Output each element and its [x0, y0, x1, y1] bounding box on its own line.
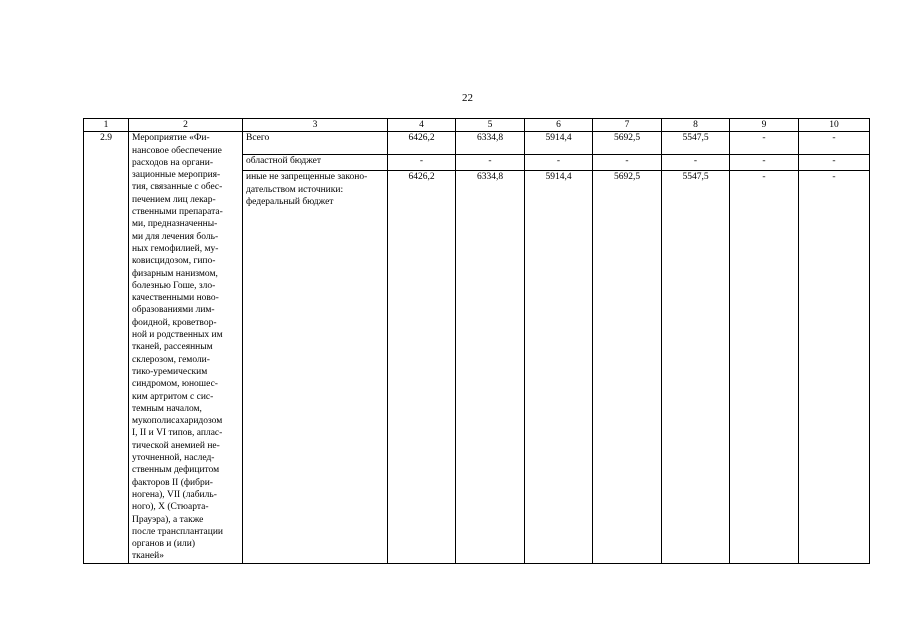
- event-line: ким артритом с сис-: [132, 391, 214, 402]
- value-cell: -: [456, 155, 525, 171]
- event-line: ственными препарата-: [132, 207, 223, 218]
- event-line: тико-уремическим: [132, 366, 208, 377]
- value-cell: -: [525, 155, 593, 171]
- event-line: ственным дефицитом: [132, 465, 220, 476]
- value-cell: 5692,5: [593, 171, 662, 563]
- funding-source-label: областной бюджет: [246, 156, 322, 167]
- value-cell: 5692,5: [593, 132, 662, 155]
- value-cell: 5914,4: [525, 171, 593, 563]
- event-line: качественными ново-: [132, 293, 219, 304]
- event-line: синдромом, юношес-: [132, 379, 218, 390]
- budget-table: [83, 118, 870, 564]
- event-line: Прауэра), а также: [132, 514, 204, 525]
- value-cell: -: [799, 155, 870, 171]
- event-line: зационные мероприя-: [132, 170, 221, 181]
- column-header: 5: [456, 119, 525, 132]
- value-cell: 5914,4: [525, 132, 593, 155]
- column-header: 7: [593, 119, 662, 132]
- event-line: расходов на органи-: [132, 157, 213, 168]
- column-header: 4: [388, 119, 456, 132]
- value-cell: -: [730, 171, 799, 563]
- column-header: 2: [129, 119, 243, 132]
- funding-source-label: Всего: [246, 133, 270, 144]
- funding-source-total: [243, 132, 388, 155]
- event-line: ной и родственных им: [132, 330, 223, 341]
- column-header: 3: [243, 119, 388, 132]
- column-header: 8: [662, 119, 730, 132]
- value-cell: -: [388, 155, 456, 171]
- funding-source-regional: [243, 155, 388, 171]
- value-cell: 6426,2: [388, 171, 456, 563]
- page-number: 22: [462, 92, 473, 104]
- event-line: склерозом, гемоли-: [132, 354, 210, 365]
- event-line: уточненной, наслед-: [132, 453, 215, 464]
- event-description: [129, 132, 243, 563]
- funding-source-label: иные не запрещенные законо-: [246, 172, 368, 183]
- value-cell: -: [730, 132, 799, 155]
- event-line: ногена), VII (лабиль-: [132, 489, 217, 500]
- event-line: ми для лечения боль-: [132, 231, 219, 242]
- column-number-row: [84, 119, 870, 132]
- event-line: тия, связанные с обес-: [132, 182, 223, 193]
- value-cell: -: [593, 155, 662, 171]
- event-line: ковисцидозом, гипо-: [132, 256, 216, 267]
- event-line: тканей»: [132, 551, 164, 562]
- funding-source-other: [243, 171, 388, 563]
- column-header: 9: [730, 119, 799, 132]
- value-cell: -: [662, 155, 730, 171]
- column-header: 10: [799, 119, 870, 132]
- event-line: тической анемией не-: [132, 440, 220, 451]
- event-line: болезнью Гоше, зло-: [132, 280, 216, 291]
- event-line: Мероприятие «Фи-: [132, 133, 210, 144]
- event-line: органов и (или): [132, 539, 196, 550]
- event-line: нансовое обеспечение: [132, 145, 222, 156]
- row-number: 2.9: [84, 132, 129, 563]
- value-cell: -: [730, 155, 799, 171]
- event-line: ного), X (Стюарта-: [132, 502, 209, 513]
- event-line: ных гемофилией, му-: [132, 243, 219, 254]
- event-line: I, II и VI типов, аплас-: [132, 428, 223, 439]
- value-cell: 6426,2: [388, 132, 456, 155]
- event-line: образованиями лим-: [132, 305, 215, 316]
- funding-source-label: федеральный бюджет: [246, 196, 334, 207]
- value-cell: 6334,8: [456, 132, 525, 155]
- event-line: мукополисахаридозом: [132, 416, 223, 427]
- event-line: факторов II (фибри-: [132, 477, 213, 488]
- table-row: [84, 132, 870, 155]
- event-line: ми, предназначенны-: [132, 219, 218, 230]
- event-line: после трансплантации: [132, 526, 224, 537]
- column-header: 1: [84, 119, 129, 132]
- value-cell: -: [799, 132, 870, 155]
- value-cell: -: [799, 171, 870, 563]
- event-line: фоидной, кроветвор-: [132, 317, 217, 328]
- value-cell: 5547,5: [662, 171, 730, 563]
- funding-source-label: дательством источники:: [246, 184, 344, 195]
- event-line: тканей, рассеянным: [132, 342, 213, 353]
- value-cell: 6334,8: [456, 171, 525, 563]
- event-line: темным началом,: [132, 403, 202, 414]
- event-line: печением лиц лекар-: [132, 194, 216, 205]
- value-cell: 5547,5: [662, 132, 730, 155]
- event-line: физарным нанизмом,: [132, 268, 218, 279]
- column-header: 6: [525, 119, 593, 132]
